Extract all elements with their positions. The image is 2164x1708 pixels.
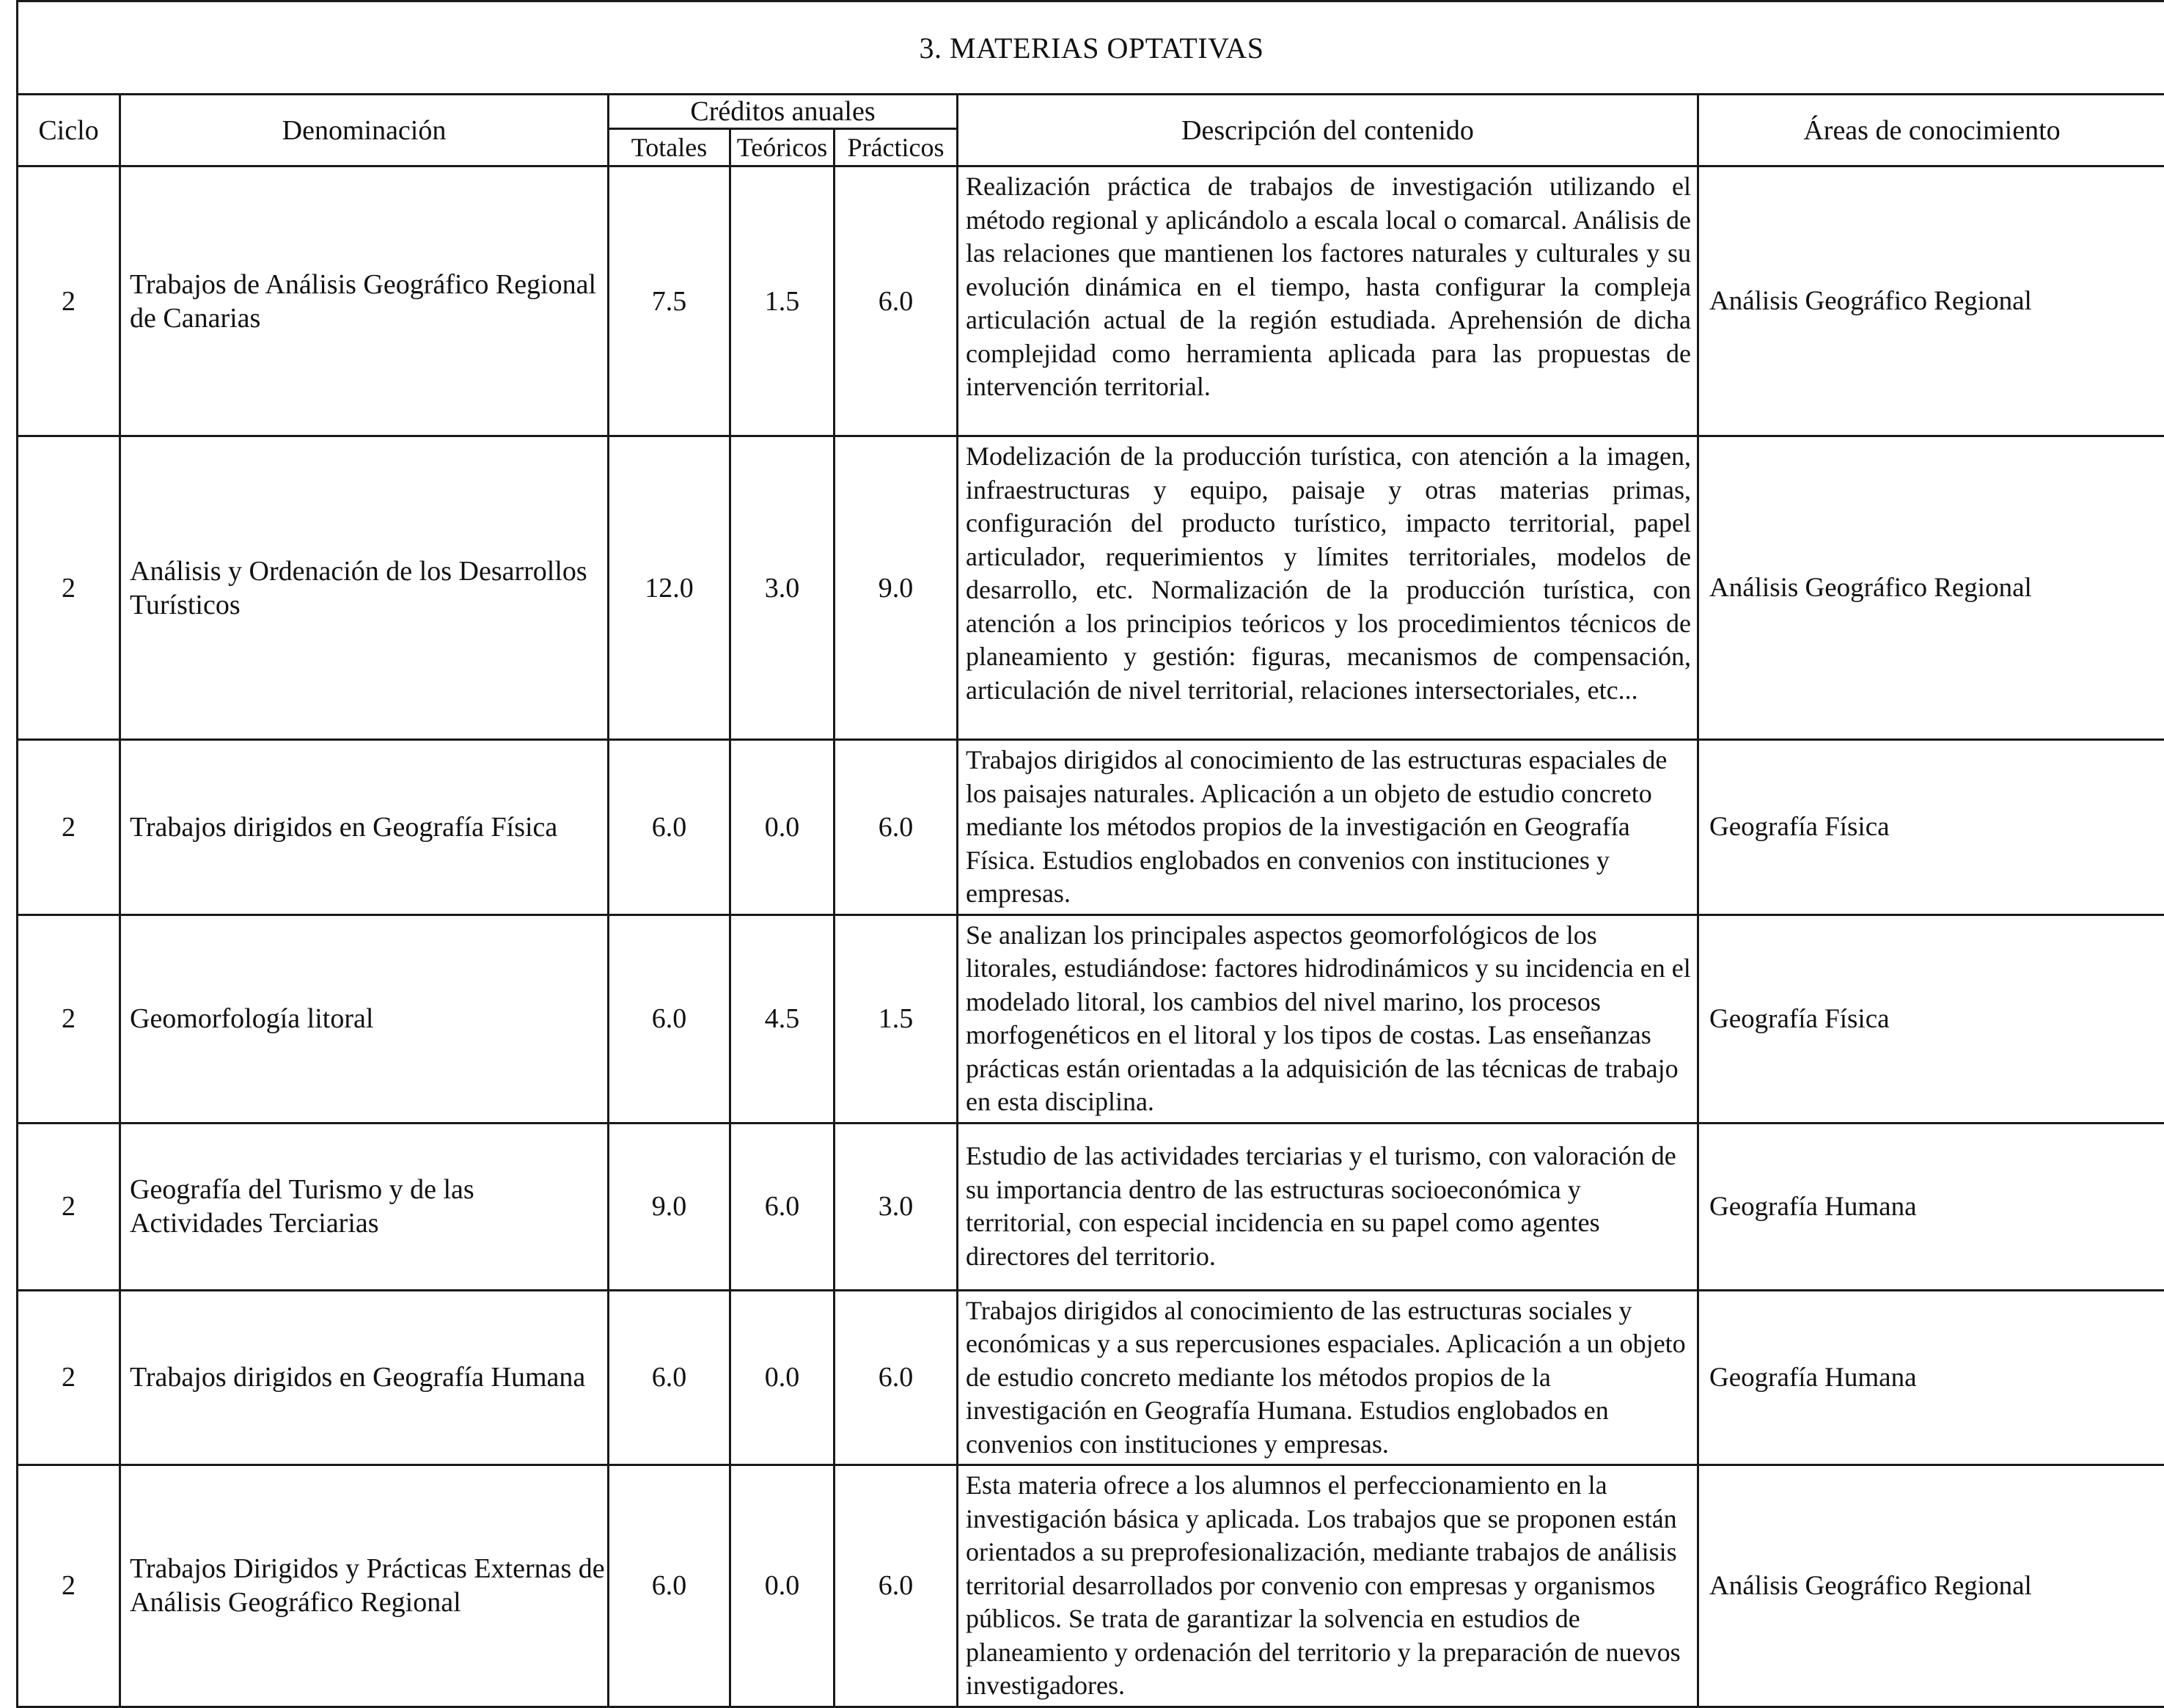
- area-cell: Geografía Humana: [1698, 1123, 2164, 1290]
- teoricos-cell: 0.0: [730, 740, 835, 915]
- teoricos-cell: 1.5: [730, 166, 835, 436]
- area-cell: Análisis Geográfico Regional: [1698, 436, 2164, 740]
- area-cell: Análisis Geográfico Regional: [1698, 1465, 2164, 1707]
- totales-cell: 6.0: [609, 1290, 730, 1465]
- practicos-cell: 6.0: [835, 166, 958, 436]
- totales-cell: 6.0: [609, 740, 730, 915]
- teoricos-cell: 0.0: [730, 1465, 835, 1707]
- practicos-cell: 9.0: [835, 436, 958, 740]
- header-totales: Totales: [609, 129, 730, 166]
- ciclo-cell: 2: [18, 915, 120, 1123]
- denominacion-cell: Análisis y Ordenación de los Desarrollos Turísticos: [120, 436, 609, 740]
- ciclo-cell: 2: [18, 166, 120, 436]
- ciclo-cell: 2: [18, 1465, 120, 1707]
- descripcion-cell: Estudio de las actividades terciarias y el turismo, con valoración de su importancia dentro de las estructuras socioeconómica y territorial, con especial incidencia en su papel como agentes directores del territorio.: [958, 1123, 1698, 1290]
- denominacion-cell: Trabajos dirigidos en Geografía Física: [120, 740, 609, 915]
- practicos-cell: 1.5: [835, 915, 958, 1123]
- area-cell: Análisis Geográfico Regional: [1698, 166, 2164, 436]
- section-title: 3. MATERIAS OPTATIVAS: [18, 1, 2164, 95]
- totales-cell: 9.0: [609, 1123, 730, 1290]
- table-row: [18, 436, 2164, 740]
- header-ciclo: Ciclo: [18, 95, 120, 166]
- table-row: [18, 1123, 2164, 1290]
- table-row: [18, 740, 2164, 915]
- teoricos-cell: 6.0: [730, 1123, 835, 1290]
- descripcion-cell: Se analizan los principales aspectos geomorfológicos de los litorales, estudiándose: factores hidrodinámicos y su incidencia en el modelado litoral, los cambios del nivel marino, los procesos morfogenéticos en el litoral y los tipos de costas. Las enseñanzas prácticas están orientadas a la adquisición de las técnicas de trabajo en esta disciplina.: [958, 915, 1698, 1123]
- teoricos-cell: 3.0: [730, 436, 835, 740]
- area-cell: Geografía Física: [1698, 915, 2164, 1123]
- optional-subjects-table: [16, 0, 2164, 1708]
- totales-cell: 6.0: [609, 1465, 730, 1707]
- table-row: [18, 1290, 2164, 1465]
- descripcion-cell: Esta materia ofrece a los alumnos el perfeccionamiento en la investigación básica y aplicada. Los trabajos que se proponen están orientados a su preprofesionalización, mediante trabajos de análisis territorial desarrollados por convenio con empresas y organismos públicos. Se trata de garantizar la solvencia en estudios de planeamiento y ordenación del territorio y la preparación de nuevos investigadores.: [958, 1465, 1698, 1707]
- header-descripcion: Descripción del contenido: [958, 95, 1698, 166]
- totales-cell: 7.5: [609, 166, 730, 436]
- practicos-cell: 6.0: [835, 1290, 958, 1465]
- denominacion-cell: Trabajos de Análisis Geográfico Regional de Canarias: [120, 166, 609, 436]
- table-row: [18, 915, 2164, 1123]
- header-teoricos: Teóricos: [730, 129, 835, 166]
- ciclo-cell: 2: [18, 436, 120, 740]
- teoricos-cell: 4.5: [730, 915, 835, 1123]
- descripcion-cell: Trabajos dirigidos al conocimiento de las estructuras sociales y económicas y a sus repercusiones espaciales. Aplicación a un objeto de estudio concreto mediante los métodos propios de la investigación en Geografía Humana. Estudios englobados en convenios con instituciones y empresas.: [958, 1290, 1698, 1465]
- denominacion-cell: Trabajos Dirigidos y Prácticas Externas de Análisis Geográfico Regional: [120, 1465, 609, 1707]
- area-cell: Geografía Humana: [1698, 1290, 2164, 1465]
- table-row: [18, 1465, 2164, 1707]
- denominacion-cell: Trabajos dirigidos en Geografía Humana: [120, 1290, 609, 1465]
- area-cell: Geografía Física: [1698, 740, 2164, 915]
- practicos-cell: 6.0: [835, 1465, 958, 1707]
- totales-cell: 6.0: [609, 915, 730, 1123]
- ciclo-cell: 2: [18, 1123, 120, 1290]
- ciclo-cell: 2: [18, 1290, 120, 1465]
- header-areas: Áreas de conocimiento: [1698, 95, 2164, 166]
- denominacion-cell: Geomorfología litoral: [120, 915, 609, 1123]
- descripcion-cell: Trabajos dirigidos al conocimiento de las estructuras espaciales de los paisajes naturales. Aplicación a un objeto de estudio concreto mediante los métodos propios de la investigación en Geografía Física. Estudios englobados en convenios con instituciones y empresas.: [958, 740, 1698, 915]
- totales-cell: 12.0: [609, 436, 730, 740]
- descripcion-cell: Modelización de la producción turística, con atención a la imagen, infraestructuras y equipo, paisaje y otras materias primas, configuración del producto turístico, impacto territorial, papel articulador, requerimientos y límites territoriales, modelos de desarrollo, etc. Normalización de la producción turística, con atención a los principios teóricos y los procedimientos técnicos de planeamiento y gestión: figuras, mecanismos de compensación, articulación de nivel territorial, relaciones intersectoriales, etc...: [958, 436, 1698, 740]
- header-practicos: Prácticos: [835, 129, 958, 166]
- teoricos-cell: 0.0: [730, 1290, 835, 1465]
- header-creditos-anuales: Créditos anuales: [609, 95, 958, 129]
- table-row: [18, 166, 2164, 436]
- header-denominacion: Denominación: [120, 95, 609, 166]
- practicos-cell: 3.0: [835, 1123, 958, 1290]
- ciclo-cell: 2: [18, 740, 120, 915]
- denominacion-cell: Geografía del Turismo y de las Actividades Terciarias: [120, 1123, 609, 1290]
- practicos-cell: 6.0: [835, 740, 958, 915]
- descripcion-cell: Realización práctica de trabajos de investigación utilizando el método regional y aplicándolo a escala local o comarcal. Análisis de las relaciones que mantienen los factores naturales y culturales y su evolución dinámica en el tiempo, hasta configurar la compleja articulación actual de la región estudiada. Aprehensión de dicha complejidad como herramienta aplicada para las propuestas de intervención territorial.: [958, 166, 1698, 436]
